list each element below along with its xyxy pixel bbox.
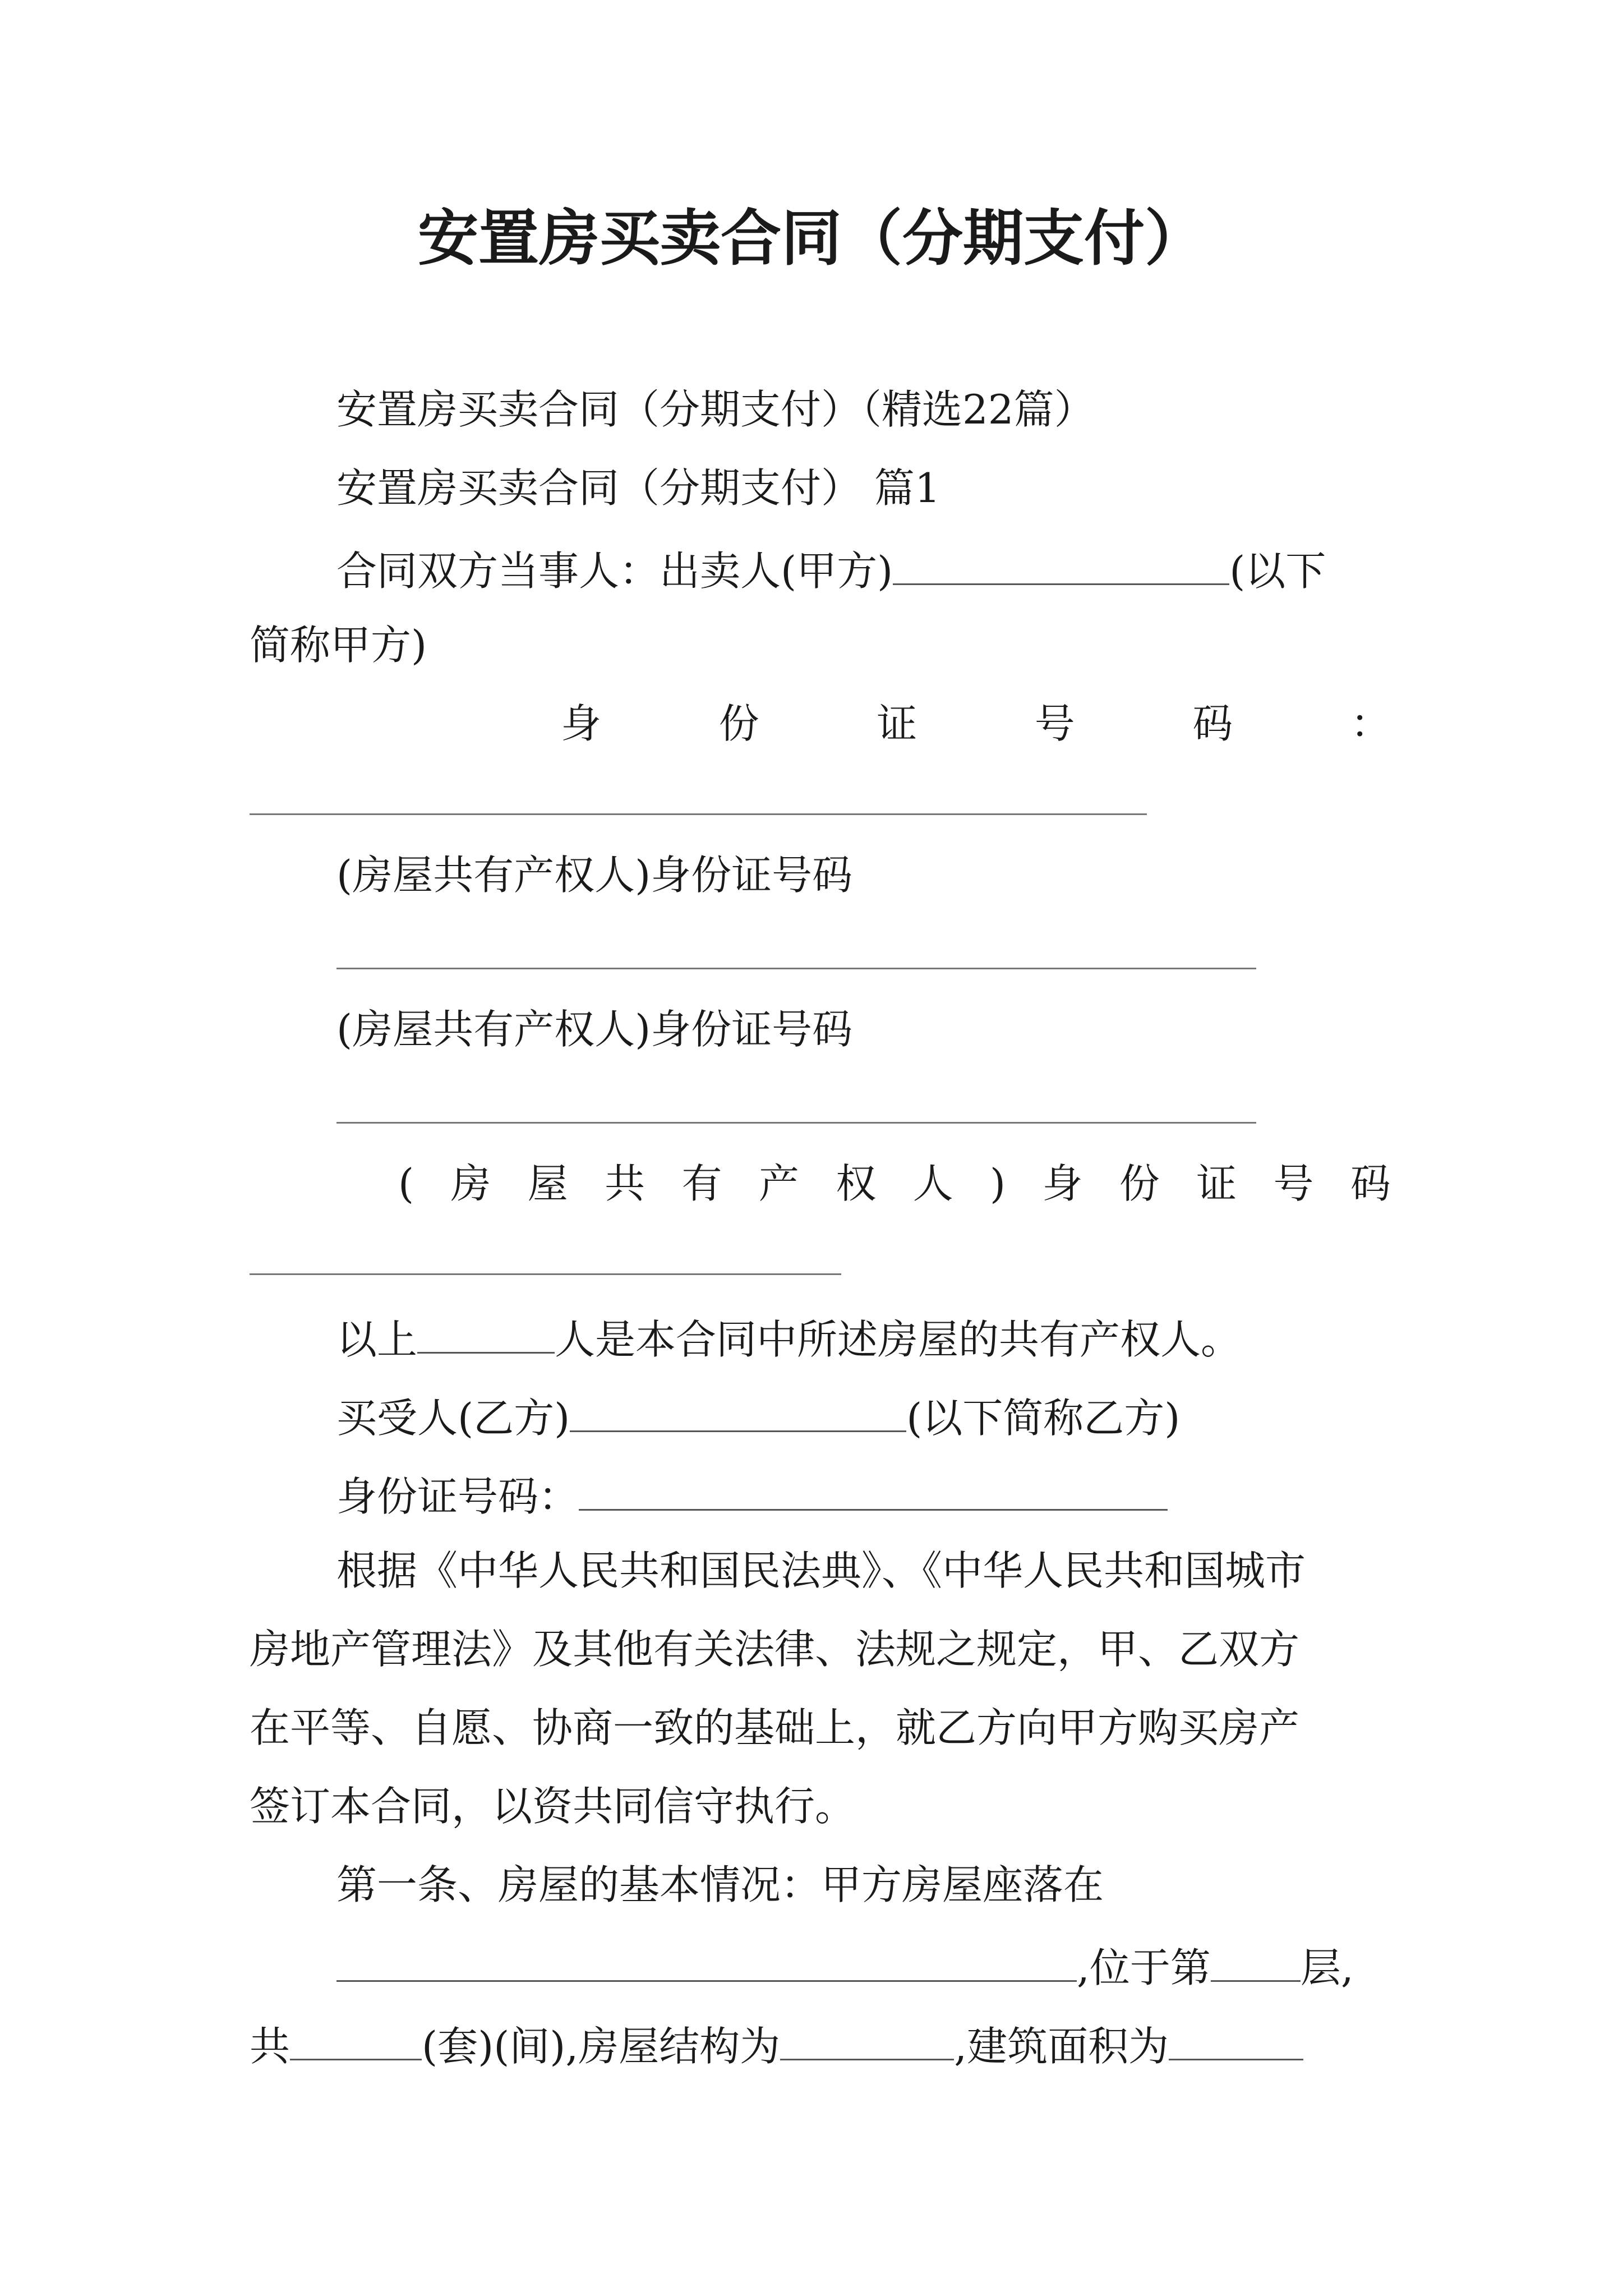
floor-prefix: ,位于第 [1077,1944,1211,1991]
party-b-name-blank [570,1386,906,1432]
coowner-id-blank-1 [336,968,1256,969]
structure-blank [780,2014,954,2060]
party-a-line [336,539,1391,599]
party-a-name-blank [893,539,1229,585]
basis-line-3: 在平等、自愿、协商一致的基础上，就乙方向甲方购买房产 [250,1704,1300,1751]
coowner-id-blank-3 [250,1273,841,1275]
party-b-line [336,1386,1180,1446]
subtitle: 安置房买卖合同（分期支付）（精选22篇） [336,386,1095,433]
id-char: 证 [877,700,917,747]
area-blank [1169,2014,1303,2060]
article1-detail-line [250,2014,1303,2074]
id-char: ： [1350,700,1391,747]
coowner-char: 屋 [527,1160,568,1207]
coowner-summary [336,1307,1241,1368]
article1-location-line [336,1935,1354,1996]
coowner-char: 产 [758,1160,799,1207]
coowner-char: ( [398,1160,414,1207]
id-label-spread [561,696,1391,752]
basis-line-2: 房地产管理法》及其他有关法律、法规之规定，甲、乙双方 [250,1626,1300,1673]
coowner-char: 有 [681,1160,722,1207]
party-b-suffix: (以下简称乙方) [906,1395,1181,1442]
party-b-id-label: 身份证号码： [336,1473,579,1520]
total-prefix: 共 [250,2023,291,2070]
units-blank [290,2014,422,2060]
party-b-id-blank [579,1464,1168,1511]
coowner-char: ) [989,1160,1006,1207]
coowner-char: 共 [605,1160,645,1207]
coowner-char: 码 [1350,1160,1391,1207]
coowner-summary-suffix: 人是本合同中所述房屋的共有产权人。 [555,1316,1242,1363]
coowner-id-blank-2 [336,1122,1256,1124]
id-char: 身 [561,700,602,747]
coowner-count-blank [417,1307,555,1354]
coowner-summary-prefix: 以上 [336,1316,418,1363]
article1-heading: 第一条、房屋的基本情况：甲方房屋座落在 [336,1861,1104,1908]
coowner-char: 房 [450,1160,491,1207]
coowner-char: 号 [1273,1160,1314,1207]
coowner-label-spread [398,1156,1391,1212]
coowner-char: 证 [1196,1160,1237,1207]
coowner-label-2: (房屋共有产权人)身份证号码 [336,1006,853,1053]
coowner-char: 份 [1119,1160,1160,1207]
section-heading: 安置房买卖合同（分期支付） 篇1 [336,464,940,512]
units-text: (套)(间),房屋结构为 [422,2023,781,2070]
party-a-cont: 简称甲方) [250,622,427,669]
coowner-char: 人 [912,1160,953,1207]
party-a-id-blank [250,813,1147,815]
floor-blank [1211,1935,1301,1982]
party-b-id-line [336,1464,1168,1525]
id-char: 号 [1034,700,1075,747]
id-char: 份 [718,700,759,747]
coowner-char: 身 [1042,1160,1083,1207]
area-text: ,建筑面积为 [954,2023,1169,2070]
party-a-prefix: 合同双方当事人：出卖人(甲方) [336,547,893,595]
basis-line-1: 根据《中华人民共和国民法典》、《中华人民共和国城市 [336,1547,1306,1594]
document-title: 安置房买卖合同（分期支付） [417,203,1205,274]
party-b-prefix: 买受人(乙方) [336,1395,570,1442]
party-a-suffix: (以下 [1229,547,1326,595]
coowner-label-1: (房屋共有产权人)身份证号码 [336,852,853,899]
floor-suffix: 层, [1300,1944,1354,1991]
location-blank [336,1935,1077,1982]
coowner-char: 权 [836,1160,877,1207]
basis-line-4: 签订本合同，以资共同信守执行。 [250,1783,856,1830]
id-char: 码 [1192,700,1233,747]
